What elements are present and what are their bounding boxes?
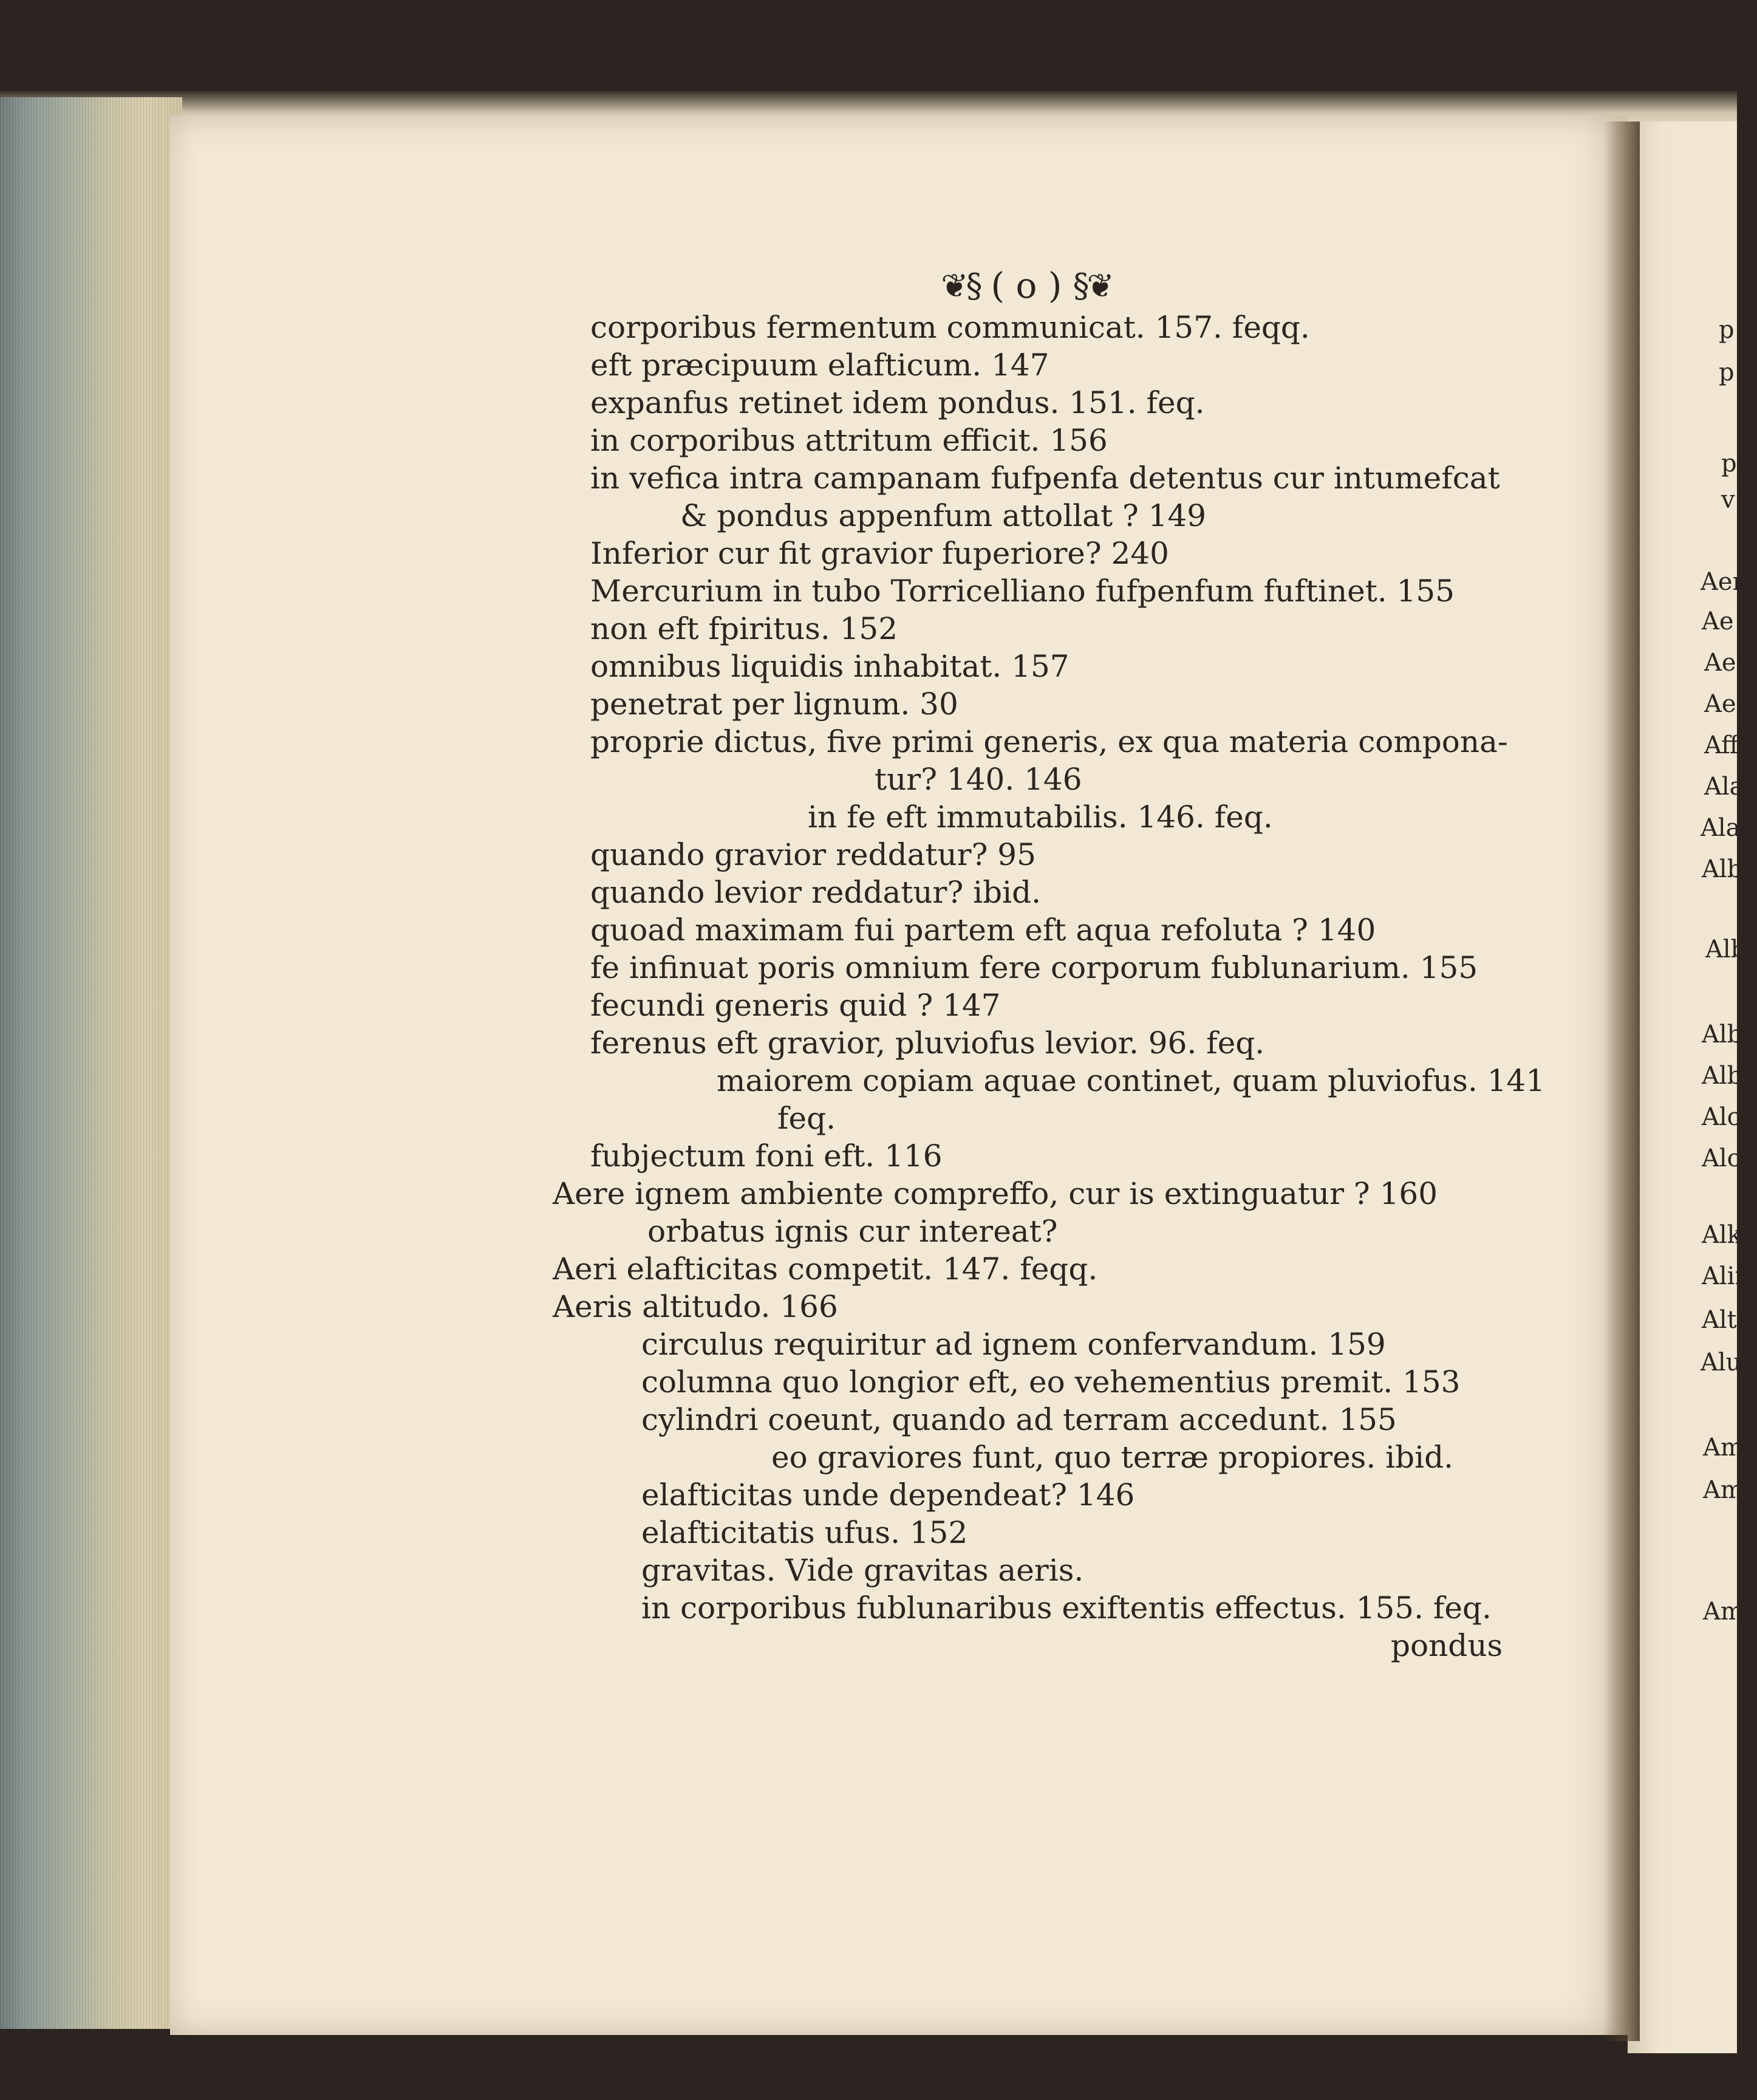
index-line: Aeri elafticitas competit. 147. feqq. — [553, 1251, 1098, 1287]
index-line: fubjectum foni eft. 116 — [590, 1138, 943, 1174]
facing-fragment: Alin — [1702, 1262, 1751, 1290]
facing-fragment: Alc — [1702, 1103, 1741, 1131]
index-line: maiorem copiam aquae continet, quam pluviofus. 141 — [717, 1063, 1546, 1098]
index-line: fe infinuat poris omnium fere corporum fublunarium. 155 — [590, 950, 1478, 985]
facing-fragment: Ala — [1704, 773, 1744, 801]
index-line: quoad maximam fui partem eft aqua refoluta ? 140 — [590, 912, 1376, 948]
index-line: fecundi generis quid ? 147 — [590, 988, 1001, 1023]
facing-fragment: Alb — [1702, 1062, 1743, 1090]
index-line: elafticitatis ufus. 152 — [641, 1515, 968, 1550]
index-line: quando levior reddatur? ibid. — [590, 875, 1042, 910]
facing-fragment: Am — [1703, 1434, 1744, 1462]
index-line: in fe eft immutabilis. 146. feq. — [808, 799, 1273, 835]
index-line: Mercurium in tubo Torricelliano fufpenfum fuftinet. 155 — [590, 573, 1455, 609]
index-line: cylindri coeunt, quando ad terram accedunt. 155 — [641, 1402, 1397, 1437]
index-line: circulus requiritur ad ignem confervandum. 159 — [641, 1327, 1386, 1362]
facing-fragment: Aml — [1703, 1598, 1752, 1626]
facing-fragment: Ae — [1704, 649, 1736, 677]
facing-fragment: Alb — [1705, 935, 1747, 963]
facing-fragment: Alk — [1702, 1221, 1742, 1249]
facing-fragment: Alte — [1702, 1306, 1752, 1334]
index-line: in corporibus fublunaribus exiftentis effectus. 155. feq. — [641, 1590, 1492, 1626]
facing-fragment: p — [1721, 450, 1737, 477]
ornament-right: §❦ — [1073, 266, 1112, 305]
index-line: Aere ignem ambiente compreffo, cur is extinguatur ? 160 — [553, 1176, 1438, 1211]
index-line: ferenus eft gravior, pluviofus levior. 96. feq. — [590, 1025, 1265, 1061]
facing-fragment: Aer — [1701, 568, 1744, 596]
index-line: eo graviores funt, quo terræ propiores. ibid. — [771, 1440, 1453, 1475]
catchword: pondus — [1391, 1628, 1503, 1663]
index-line: proprie dictus, five primi generis, ex qua materia compona- — [590, 724, 1508, 759]
index-line: columna quo longior eft, eo vehementius premit. 153 — [641, 1364, 1461, 1400]
facing-fragment: Ae — [1702, 607, 1734, 635]
index-line: gravitas. Vide gravitas aeris. — [641, 1553, 1084, 1588]
index-line: expanfus retinet idem pondus. 151. feq. — [590, 385, 1205, 420]
index-line: omnibus liquidis inhabitat. 157 — [590, 649, 1070, 684]
index-line: eft præcipuum elafticum. 147 — [590, 347, 1049, 383]
facing-fragment: Alun — [1701, 1349, 1757, 1377]
index-line: orbatus ignis cur intereat? — [647, 1214, 1058, 1249]
index-line: tur? 140. 146 — [875, 762, 1082, 797]
facing-fragment: Ae — [1704, 690, 1736, 718]
index-line: penetrat per lignum. 30 — [590, 686, 958, 722]
index-line: non eft fpiritus. 152 — [590, 611, 898, 646]
index-line: corporibus fermentum communicat. 157. feqq. — [590, 310, 1310, 345]
facing-fragment: Am — [1703, 1476, 1744, 1504]
facing-fragment: Alb — [1702, 1021, 1743, 1048]
page-number: ( o ) — [991, 265, 1062, 306]
index-line: Aeris altitudo. 166 — [553, 1289, 838, 1324]
index-line: feq. — [777, 1101, 836, 1136]
facing-fragment: p — [1719, 316, 1735, 344]
index-line: quando gravior reddatur? 95 — [590, 837, 1036, 872]
index-line: Inferior cur fit gravior fuperiore? 240 — [590, 536, 1169, 571]
facing-fragment: p — [1719, 358, 1735, 386]
facing-fragment: Alb — [1702, 855, 1743, 883]
facing-fragment: Aff — [1704, 731, 1739, 759]
index-line: in corporibus attritum efficit. 156 — [590, 423, 1108, 458]
book-gutter — [1603, 121, 1640, 2041]
ornament-left: ❦§ — [941, 266, 980, 305]
facing-fragment: v — [1721, 486, 1735, 514]
index-line: in vefica intra campanam fufpenfa detentus cur intumefcat — [590, 460, 1500, 496]
facing-fragment: Alal — [1701, 814, 1748, 842]
facing-fragment: Alc — [1702, 1144, 1741, 1172]
index-line: elafticitas unde dependeat? 146 — [641, 1477, 1135, 1513]
index-line: & pondus appenfum attollat ? 149 — [680, 498, 1207, 533]
